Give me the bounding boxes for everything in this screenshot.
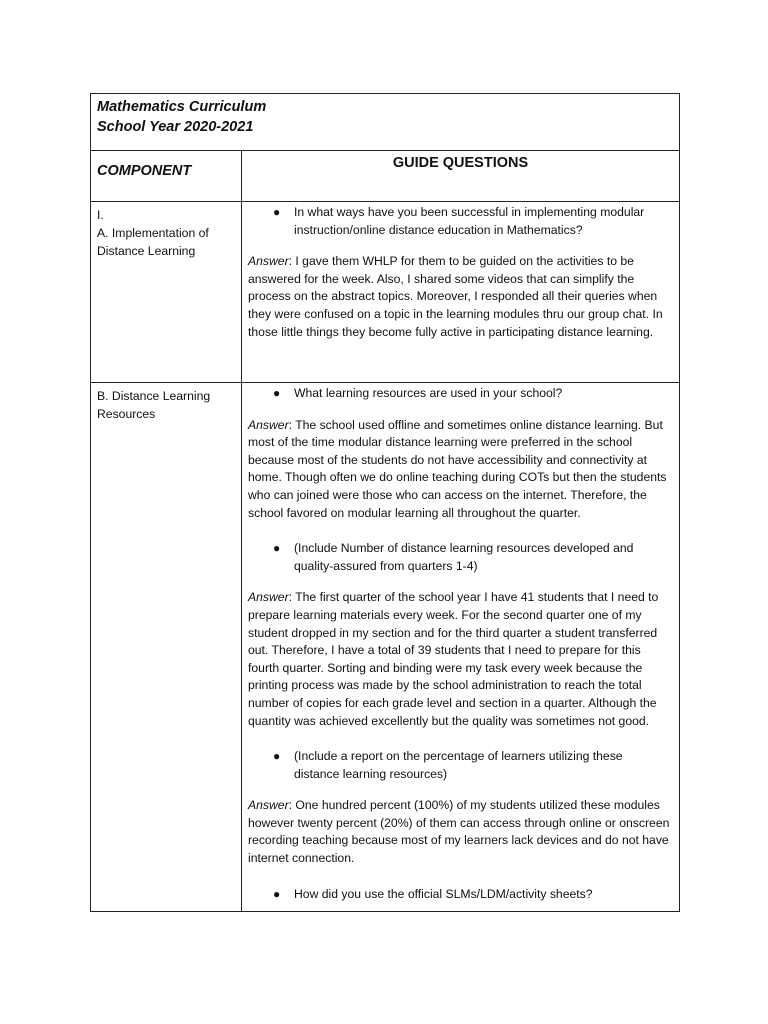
title-cell: [91, 94, 680, 151]
component-label-line: B. Distance Learning: [97, 389, 211, 403]
guide-questions-header: GUIDE QUESTIONS: [242, 151, 680, 202]
answer: [248, 589, 671, 730]
question-text: (Include Number of distance learning resources developed and quality-assured from quarters 1-4): [294, 541, 634, 573]
component-label: [91, 383, 242, 912]
question-item: [248, 385, 671, 403]
answer: [248, 253, 671, 341]
component-label: [91, 202, 242, 383]
question-item: [248, 204, 671, 239]
school-year: School Year 2020-2021: [97, 119, 254, 135]
answer-label: Answer: [248, 417, 289, 432]
guide-cell: [242, 202, 680, 383]
answer-text: : The school used offline and sometimes online distance learning. But most of the time modular distance learning were preferred in the school because most of the students do not have accessibility and connectivity at home. Though often we do online teaching during COTs but then the students who can joined were those who can access on the internet. Therefore, the school favored on modular learning all throughout the quarter.: [248, 417, 667, 520]
component-header: COMPONENT: [91, 151, 242, 202]
question-text: (Include a report on the percentage of learners utilizing these distance learning resources): [294, 749, 623, 781]
component-label-line: A. Implementation of: [97, 226, 209, 240]
component-label-line: I.: [97, 208, 104, 222]
answer-text: : I gave them WHLP for them to be guided on the activities to be answered for the week. Also, I shared some videos that can simplify the process on the abstract topics. Moreover, I responded all their queries when they were confused on a topic in the learning modules thru our group chat. In those little things they become fully active in participating distance learning.: [248, 254, 663, 339]
question-item: [248, 886, 671, 904]
question-item: [248, 748, 671, 783]
question-text: In what ways have you been successful in implementing modular instruction/online distance education in Mathematics?: [294, 205, 645, 237]
question-item: [248, 540, 671, 575]
bullet-icon: ●: [273, 886, 281, 901]
answer: [248, 417, 671, 523]
curriculum-table: [90, 93, 680, 912]
bullet-icon: ●: [273, 541, 281, 556]
question-text: How did you use the official SLMs/LDM/activity sheets?: [294, 886, 593, 901]
answer-label: Answer: [248, 798, 289, 813]
answer: [248, 797, 671, 867]
section-row: [91, 383, 680, 912]
guide-cell: [242, 383, 680, 912]
answer-label: Answer: [248, 254, 289, 269]
answer-text: : The first quarter of the school year I have 41 students that I need to prepare learning materials every week. For the second quarter one of my student dropped in my section and for the third quarter a student transferred out. Therefore, I have a total of 39 students that I need to prepare for this fourth quarter. Sorting and binding were my task every week because the printing process was made by the school administration to reach the total number of copies for each grade level and section in a quarter. Although the quantity was achieved excellently but the quality was sometimes not good.: [248, 590, 659, 728]
document-title: Mathematics Curriculum: [97, 99, 267, 115]
component-label-line: Resources: [97, 407, 156, 421]
question-text: What learning resources are used in your school?: [294, 386, 563, 400]
section-row: [91, 202, 680, 383]
answer-label: Answer: [248, 590, 289, 605]
bullet-icon: ●: [273, 386, 281, 400]
bullet-icon: ●: [273, 749, 281, 764]
component-label-line: Distance Learning: [97, 244, 196, 258]
answer-text: : One hundred percent (100%) of my students utilized these modules however twenty percent (20%) of them can access through online or onscreen recording teaching because most of my learners lack devices and do not have internet connection.: [248, 798, 670, 866]
bullet-icon: ●: [273, 205, 281, 219]
